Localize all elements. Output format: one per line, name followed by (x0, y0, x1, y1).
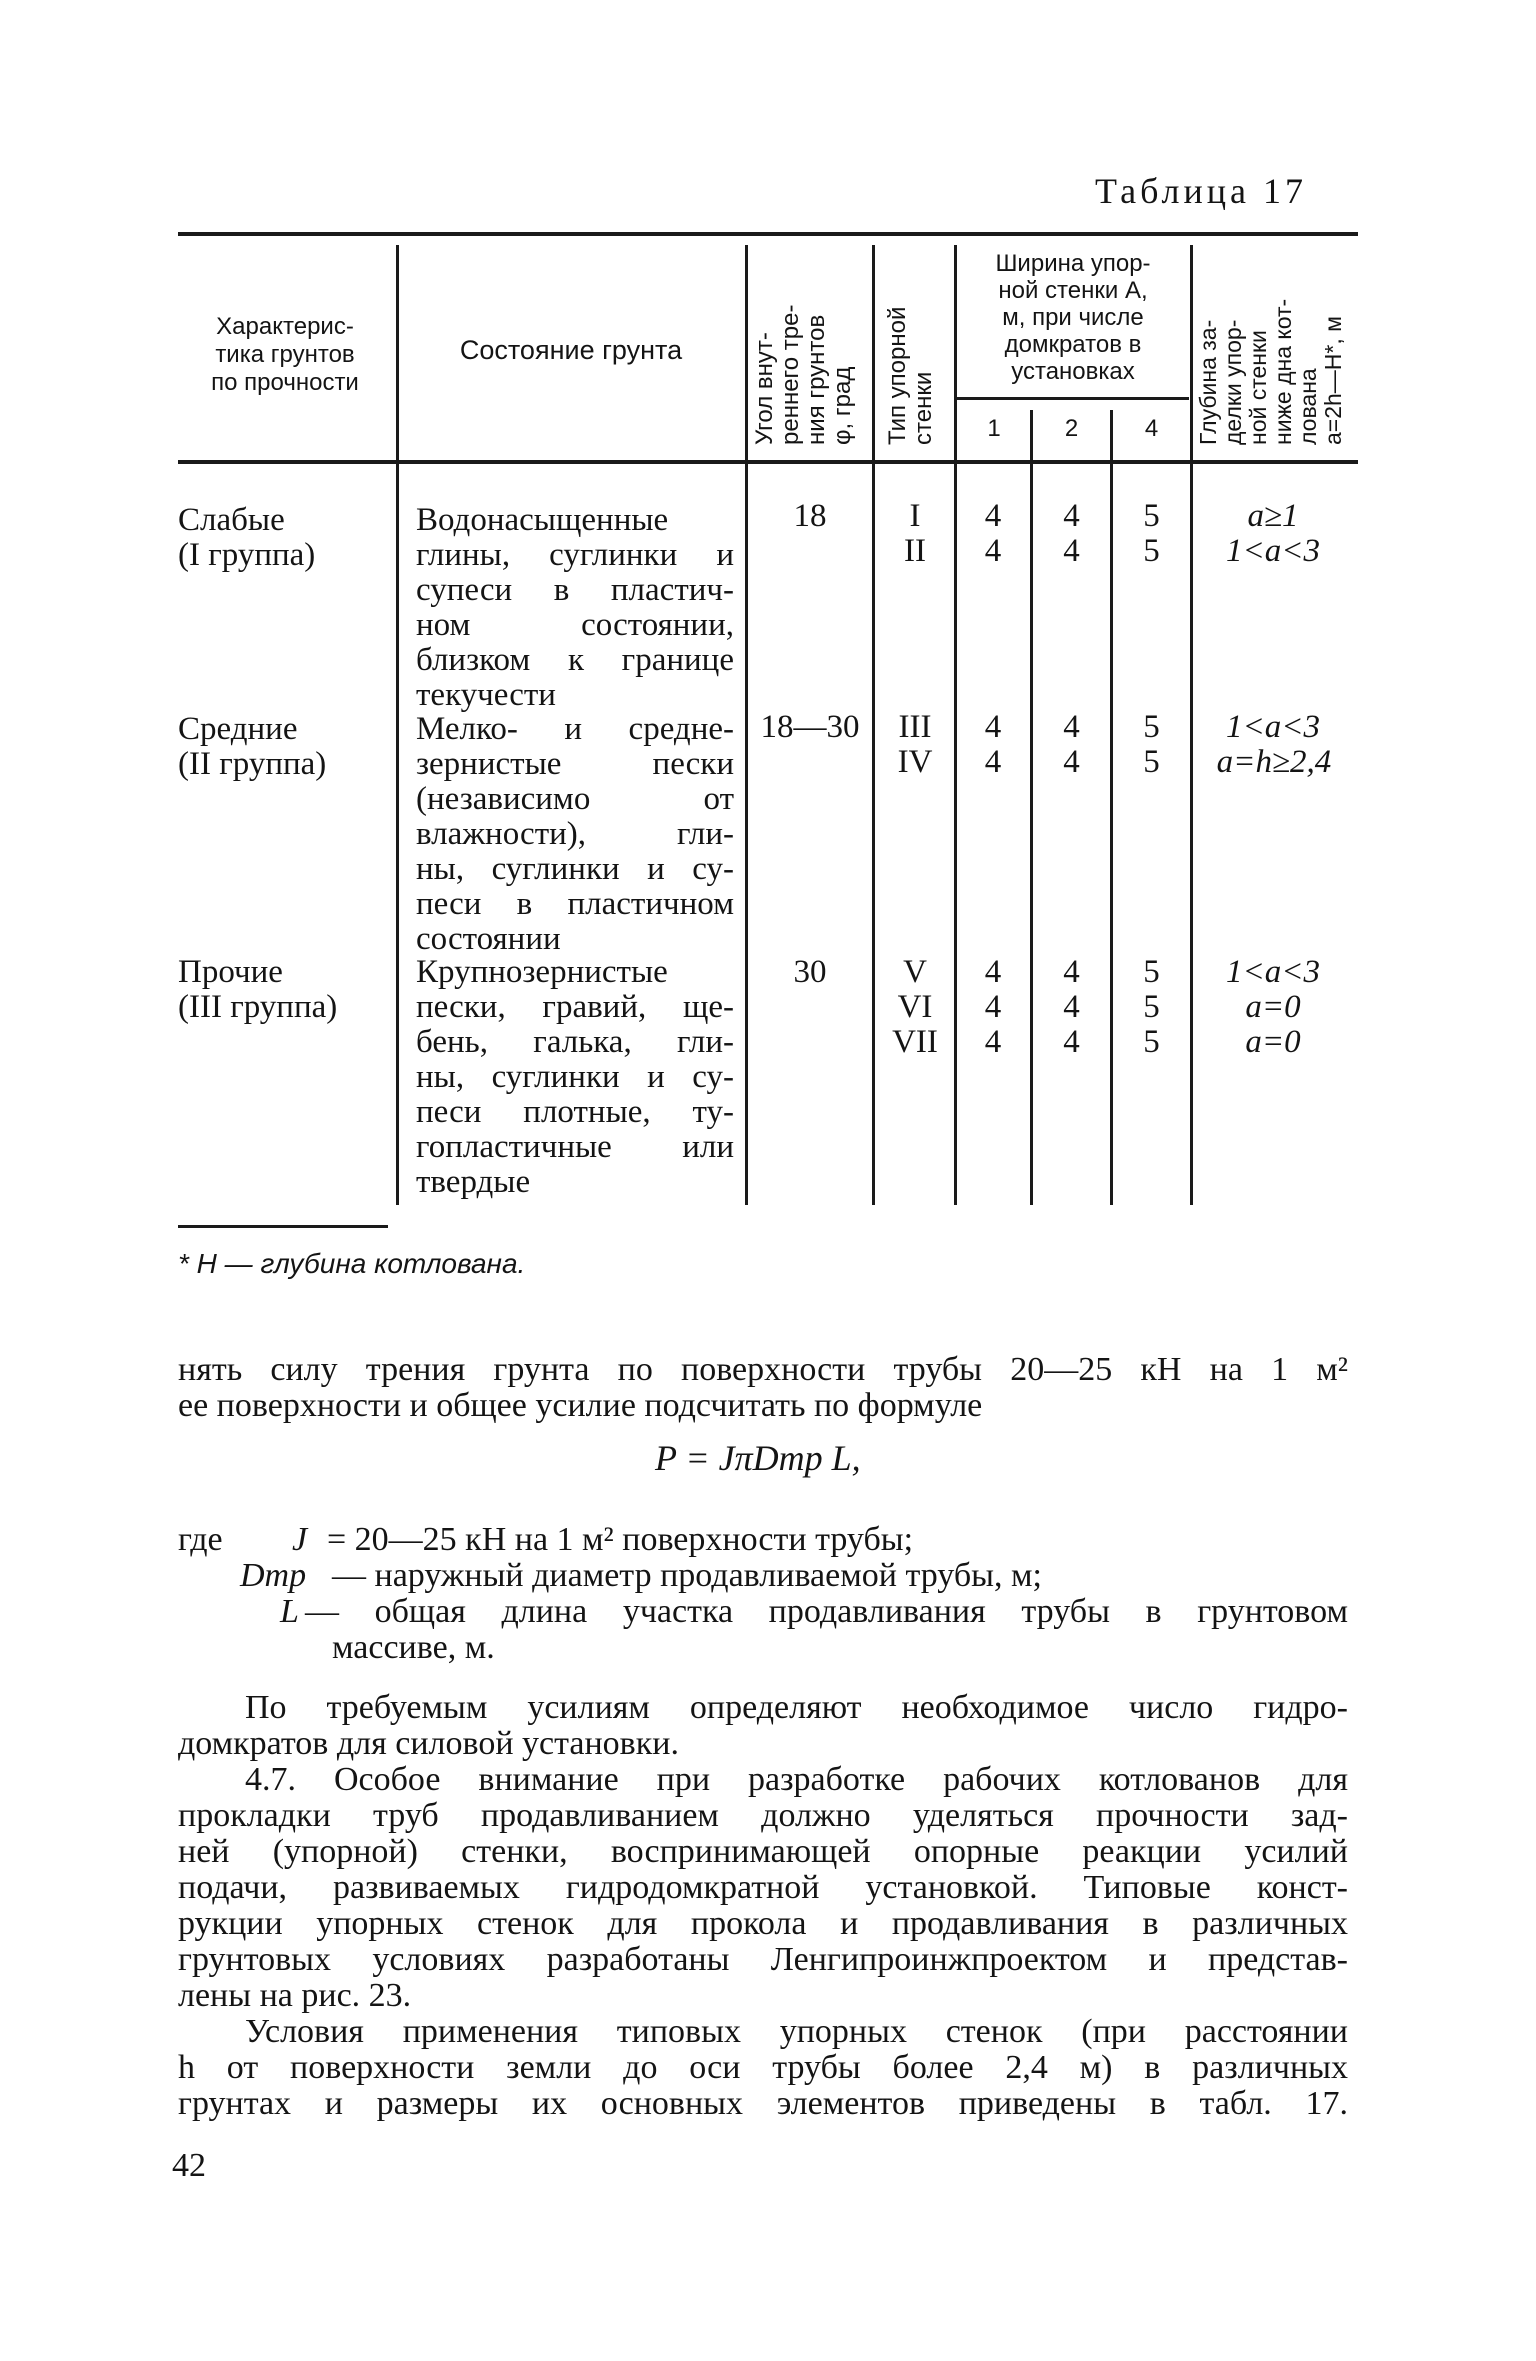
group-2-angle: 18—30 (760, 709, 860, 745)
table-row: 4 (1063, 989, 1080, 1025)
table-row: 1<a<3 (1225, 533, 1321, 569)
table-row: 4 (1063, 954, 1080, 990)
table-row: 5 (1143, 989, 1160, 1025)
table-row: 4 (984, 744, 1002, 780)
table-row: a=h≥2,4 (1216, 744, 1332, 780)
header-state: Состояние грунта (459, 335, 683, 365)
def-text-l: — общая длина участка продавливания трубы в грунтовом (305, 1593, 1348, 1630)
group-2-strength: Средние (II группа) (178, 711, 327, 782)
table-row: 4 (984, 533, 1002, 569)
table-top-rule (178, 232, 1358, 236)
footnote-rule (178, 1225, 388, 1228)
table-row: 1<a<3 (1225, 709, 1321, 745)
def-symbol-l: L (280, 1593, 299, 1630)
table-row: 4 (984, 1024, 1002, 1060)
table-caption: Таблица 17 (1095, 171, 1307, 211)
def-text-j: = 20—25 кН на 1 м² поверхности трубы; (327, 1521, 914, 1558)
header-depth: Глубина за- делки упор- ной стенки ниже дна кот- лована a=2h—H*, м (1195, 298, 1346, 445)
table-row: V (903, 954, 927, 990)
table-row: 4 (1063, 709, 1080, 745)
table-row: a=0 (1245, 1024, 1301, 1060)
table-row: 5 (1143, 498, 1160, 534)
width-subheader-rule (957, 397, 1189, 400)
table-row: 5 (1143, 744, 1160, 780)
table-row: 4 (984, 709, 1002, 745)
paragraph-3: 4.7. Особое внимание при разработке рабочих котлованов для прокладки труб продавливанием должно уделяться прочности зад- ней (упорной) стенки, воспринимающей опорные реакции усилий подачи, развиваемых гидродомкратной установкой. Типовые конст- рукции упорных стенок для прокола и продавливания в различных грунтовых условиях разработаны Ленгипроинжпроектом и представ- лены на рис. 23. (178, 1761, 1348, 2014)
header-jacks-4: 4 (1144, 415, 1159, 442)
table-row: VII (892, 1024, 938, 1060)
table-row: 4 (1063, 498, 1080, 534)
table-footnote: * H — глубина котлована. (178, 1248, 526, 1279)
table-row: 5 (1143, 1024, 1160, 1060)
table-row: 4 (1063, 1024, 1080, 1060)
paragraph-1: нять силу трения грунта по поверхности трубы 20—25 кН на 1 м² ее поверхности и общее усилие подсчитать по формуле (178, 1351, 1348, 1424)
table-row: a≥1 (1247, 498, 1299, 534)
header-strength: Характерис- тика грунтов по прочности (211, 313, 359, 396)
def-symbol-dtr: Dтр (240, 1557, 307, 1594)
table-row: VI (897, 989, 933, 1025)
header-type: Тип упорной стенки (884, 306, 937, 445)
where-label: где (178, 1521, 223, 1558)
table-row: 4 (1063, 533, 1080, 569)
group-3-angle: 30 (793, 954, 827, 990)
col-divider-1 (396, 245, 399, 1205)
table-header-rule (178, 460, 1358, 464)
table-row: 5 (1143, 533, 1160, 569)
header-angle: Угол внут- реннего тре- ния грунтов φ, град (751, 304, 856, 445)
table-row: 5 (1143, 954, 1160, 990)
header-width: Ширина упор- ной стенки A, м, при числе домкратов в установках (995, 250, 1151, 385)
table-row: 4 (1063, 744, 1080, 780)
def-text-dtr: — наружный диаметр продавливаемой трубы, м; (332, 1557, 1042, 1594)
table-row: IV (897, 744, 933, 780)
table-row: I (909, 498, 921, 534)
group-1-angle: 18 (793, 498, 827, 534)
group-2-state: Мелко- и средне- зернистые пески (независимо от влажности), гли- ны, суглинки и су- песи в пластичном состоянии (416, 711, 734, 957)
group-1-state: Водонасыщенные глины, суглинки и супеси в пластич- ном состоянии, близком к границе текучести (416, 502, 734, 713)
header-jacks-2: 2 (1064, 415, 1079, 442)
def-symbol-j: J (292, 1521, 308, 1558)
group-3-state: Крупнозернистые пески, гравий, ще- бень, галька, гли- ны, суглинки и су- песи плотные, ту- гопластичные или твердые (416, 954, 734, 1200)
table-row: 4 (984, 954, 1002, 990)
table-row: II (904, 533, 926, 569)
paragraph-2: По требуемым усилиям определяют необходимое число гидро- домкратов для силовой установки. (178, 1689, 1348, 1762)
page-number: 42 (172, 2147, 206, 2184)
formula: P = JπDтр L, (655, 1438, 861, 1478)
table-row: 1<a<3 (1225, 954, 1321, 990)
table-row: 5 (1143, 709, 1160, 745)
table-row: 4 (984, 498, 1002, 534)
group-1-strength: Слабые (I группа) (178, 502, 316, 573)
group-3-strength: Прочие (III группа) (178, 954, 338, 1025)
header-jacks-1: 1 (987, 415, 1001, 442)
table-row: 4 (984, 989, 1002, 1025)
paragraph-4: Условия применения типовых упорных стенок (при расстоянии h от поверхности земли до оси трубы более 2,4 м) в различных грунтах и размеры их основных элементов приведены в табл. 17. (178, 2013, 1348, 2122)
table-row: III (898, 709, 932, 745)
table-row: a=0 (1245, 989, 1301, 1025)
def-continuation: массиве, м. (332, 1629, 495, 1666)
